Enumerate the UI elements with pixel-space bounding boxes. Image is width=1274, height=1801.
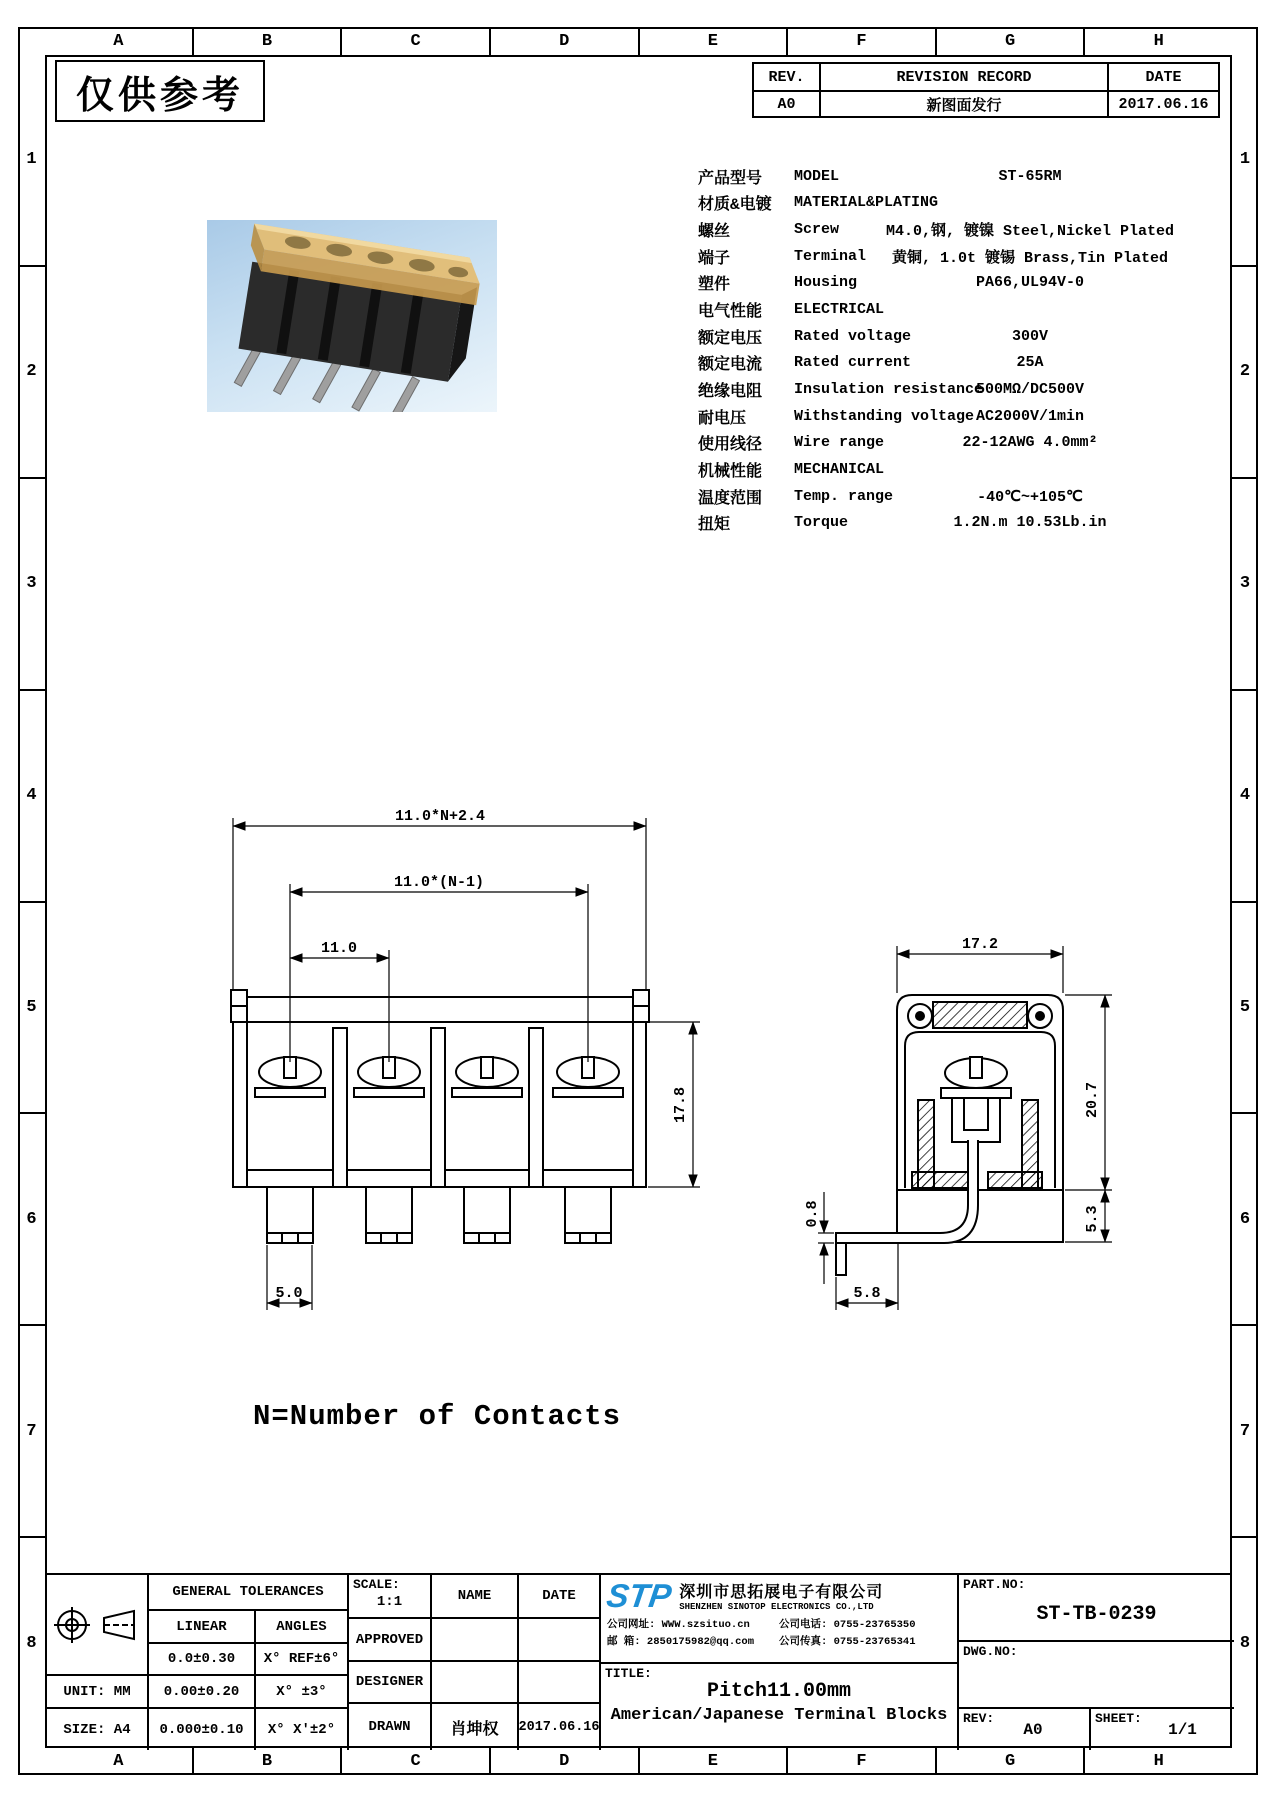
spec-cn: 耐电压 [698,409,747,428]
grid-col-label: H [1153,31,1164,51]
spec-row [698,456,1258,483]
unit-cell [47,1674,147,1707]
size-value: A4 [113,1721,131,1738]
linear-tolerance: 0.000±0.10 [147,1707,254,1750]
spec-value: 300V [1011,327,1048,345]
spec-en: MECHANICAL [794,460,885,478]
angle-tolerance: X° X'±2° [254,1707,347,1750]
tolerances-header: GENERAL TOLERANCES [147,1575,347,1609]
scale-value: 1:1 [376,1594,403,1610]
spec-cn: 温度范围 [698,489,763,508]
dim-pitch: 11.0 [320,940,358,957]
sheet-label: SHEET: [1095,1711,1142,1726]
spec-cn: 材质&电镀 [698,196,772,215]
spec-cn: 额定电流 [698,356,763,375]
spec-row [698,429,1258,456]
spec-row [698,403,1258,430]
spec-cn: 螺丝 [698,223,731,242]
date-header: DATE [1107,64,1218,90]
grid-row-label: 7 [1232,1326,1258,1538]
spec-row [698,163,1258,190]
spec-en: Housing [794,274,858,292]
title-block [45,1573,1232,1748]
grid-row-label: 6 [18,1114,45,1326]
company-name-cn: 深圳市思拓展电子有限公司 [679,1584,884,1602]
dwg-no-cell [957,1640,1234,1707]
spec-row [698,296,1258,323]
drawing-title-line1: Pitch11.00mm [706,1680,852,1703]
spec-value: 黄铜, 1.0t 镀锡 Brass,Tin Plated [891,249,1169,267]
grid-band-top [45,27,1232,55]
spec-en: Withstanding voltage [794,407,975,425]
sheet-value: 1/1 [1168,1720,1197,1739]
rev-date-value: 2017.06.16 [1107,90,1218,116]
spec-cn: 额定电压 [698,329,763,348]
grid-col-label: F [788,1748,937,1775]
spec-en: Screw [794,221,840,239]
grid-col-label: D [491,27,640,55]
rev-value: A0 [754,90,819,116]
rev-cell [957,1707,1089,1750]
spec-row [698,509,1258,536]
grid-col-label: G [937,1748,1086,1775]
spec-table [698,163,1258,536]
dwg-no-label: DWG.NO: [963,1644,1018,1659]
grid-col-label: F [788,27,937,55]
spec-row [698,323,1258,350]
grid-col-label: G [937,27,1086,55]
spec-cn: 机械性能 [698,462,763,481]
grid-col-label: B [194,1748,343,1775]
part-no-value: ST-TB-0239 [1036,1603,1157,1626]
grid-col-label: B [194,27,343,55]
drawing-title-line2: American/Japanese Terminal Blocks [610,1706,948,1725]
company-email: 邮 箱: 2850175982@qq.com [607,1636,755,1648]
grid-band-bottom [45,1748,1232,1775]
reference-only-stamp: 仅供参考 [55,60,265,122]
grid-row-label: 1 [18,55,45,267]
grid-col-label: A [45,1748,194,1775]
date-header: DATE [517,1575,599,1617]
part-no-cell [957,1575,1234,1640]
spec-value: M4.0,钢, 镀镍 Steel,Nickel Plated [885,223,1175,241]
spec-value: 1.2N.m 10.53Lb.in [953,514,1107,532]
company-cell [599,1575,957,1662]
scale-label: SCALE: [353,1577,400,1592]
spec-cn: 绝缘电阻 [698,382,763,401]
unit-value: MM [113,1683,131,1700]
size-cell [47,1707,147,1750]
company-fax: 公司传真: 0755-23765341 [779,1636,916,1648]
linear-tolerance: 0.00±0.20 [147,1674,254,1707]
company-website: 公司网址: WWW.szsituo.cn [607,1619,750,1631]
part-no-label: PART.NO: [963,1577,1026,1592]
angle-tolerance: X° ±3° [254,1674,347,1707]
spec-en: Torque [794,514,849,532]
grid-row-label: 8 [26,1633,37,1653]
grid-col-label: C [342,27,491,55]
spec-value: 22-12AWG 4.0mm² [962,434,1098,452]
dim-side-height: 20.7 [1084,1081,1101,1119]
spec-en: MATERIAL&PLATING [794,194,939,212]
grid-row-label: 5 [1232,903,1258,1115]
title-label: TITLE: [605,1666,652,1681]
spec-en: MODEL [794,167,840,185]
linear-tolerance: 0.0±0.30 [147,1642,254,1674]
dim-pin-thickness: 0.8 [804,1200,821,1228]
grid-row-label: 8 [1239,1633,1251,1653]
spec-cn: 扭矩 [698,516,731,535]
grid-row-label: 5 [18,903,45,1115]
contacts-note: N=Number of Contacts [253,1400,622,1433]
dim-base-height: 5.3 [1084,1205,1101,1233]
spec-en: Insulation resistance [794,380,984,398]
grid-row-label: 4 [18,691,45,903]
spec-en: Terminal [794,247,867,265]
revision-record-header: REVISION RECORD [819,64,1107,90]
dim-body-height: 17.8 [672,1086,689,1124]
spec-value: AC2000V/1min [975,407,1085,425]
drawn-date: 2017.06.16 [517,1702,599,1750]
grid-row-label: 4 [1232,691,1258,903]
spec-row [698,349,1258,376]
grid-col-label: C [342,1748,491,1775]
grid-col-label: D [491,1748,640,1775]
spec-cn: 使用线径 [698,436,763,455]
spec-en: Wire range [794,434,885,452]
grid-col-label: E [640,1748,789,1775]
scale-cell [347,1575,430,1617]
projection-symbol-cell [47,1575,147,1674]
approved-date-cell [517,1617,599,1660]
spec-row [698,243,1258,270]
sheet-cell [1089,1707,1234,1750]
spec-value: ST-65RM [998,167,1062,185]
rev-header: REV. [768,68,805,86]
spec-value: 500MΩ/DC500V [975,380,1085,398]
spec-row [698,216,1258,243]
spec-en: Rated voltage [794,327,912,345]
spec-cn: 端子 [698,249,731,268]
grid-row-label: 3 [18,479,45,691]
designer-label: DESIGNER [347,1660,430,1702]
grid-row-label: 2 [1232,267,1258,479]
grid-col-label: A [45,27,194,55]
angle-tolerance: X° REF±6° [254,1642,347,1674]
spec-value: -40℃~+105℃ [977,488,1083,506]
grid-row-label: 6 [1232,1114,1258,1326]
spec-cn: 产品型号 [698,169,763,188]
title-cell [599,1662,957,1750]
linear-header: LINEAR [147,1609,254,1642]
spec-en: Temp. range [794,487,894,505]
stp-logo: STP [604,1577,674,1614]
spec-row [698,483,1258,510]
spec-row [698,190,1258,217]
designer-name-cell [430,1660,517,1702]
spec-value: 25A [1016,354,1044,372]
dim-pin-extension: 5.8 [853,1285,881,1302]
drawn-name: 肖坤权 [430,1702,517,1750]
revision-table [752,62,1220,118]
drawn-label: DRAWN [347,1702,430,1750]
third-angle-projection-icon [52,1605,142,1645]
terminal-block-photo-art [207,220,497,412]
spec-cn: 电气性能 [698,303,763,322]
name-header: NAME [430,1575,517,1617]
grid-row-label: 7 [18,1326,45,1538]
spec-row [698,270,1258,297]
spec-row [698,376,1258,403]
spec-en: Rated current [794,354,912,372]
angles-header: ANGLES [254,1609,347,1642]
grid-row-label: 2 [18,267,45,479]
dim-pin-width: 5.0 [275,1285,303,1302]
dim-overall-width: 11.0*N+2.4 [394,808,486,825]
rev-value: A0 [1023,1720,1043,1739]
revision-record-value: 新图面发行 [819,90,1107,116]
designer-date-cell [517,1660,599,1702]
approved-name-cell [430,1617,517,1660]
company-name-en: SHENZHEN SINOTOP ELECTRONICS CO.,LTD [679,1602,874,1612]
dim-side-width: 17.2 [961,936,999,953]
approved-label: APPROVED [347,1617,430,1660]
grid-col-label: E [640,27,789,55]
rev-label: REV: [963,1711,995,1726]
grid-row-label: 3 [1232,479,1258,691]
size-label: SIZE: [63,1721,106,1738]
grid-col-label: H [1153,1752,1164,1771]
spec-cn: 塑件 [698,276,731,295]
grid-row-label: 1 [1232,55,1258,267]
spec-en: ELECTRICAL [794,301,885,319]
grid-band-left [18,55,45,1748]
unit-label: UNIT: [63,1683,106,1700]
dim-span: 11.0*(N-1) [393,874,485,891]
product-photo [207,220,497,412]
company-phone: 公司电话: 0755-23765350 [779,1619,916,1631]
spec-value: PA66,UL94V-0 [975,274,1085,292]
